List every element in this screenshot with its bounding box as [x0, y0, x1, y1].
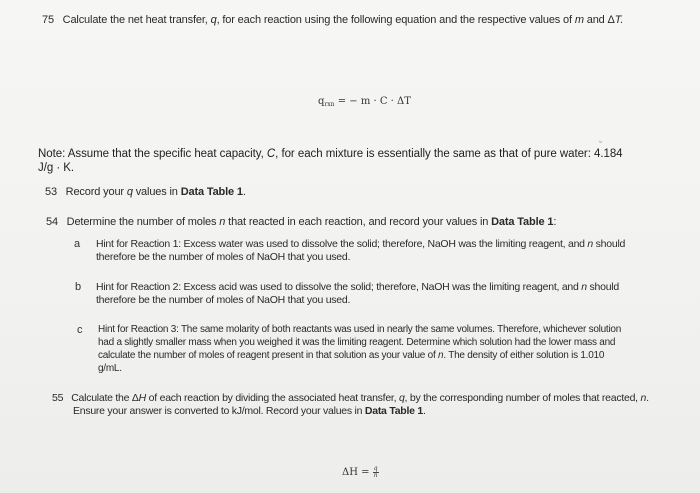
- question-55-text-c: , by the corresponding number of moles that reacted,: [404, 392, 641, 404]
- enthalpy-fraction: [373, 466, 379, 479]
- hint-c-text-a: calculate the number of moles of reagent present in that solution as your value of: [98, 350, 439, 361]
- question-75-m-var: m: [574, 14, 584, 26]
- question-75: [42, 14, 623, 26]
- question-53-text-b: values in: [132, 186, 181, 198]
- question-54: [46, 216, 556, 228]
- question-55-text-f: .: [422, 405, 426, 417]
- enthalpy-fraction-numerator: q: [373, 465, 378, 472]
- note-line-2: J/g · K.: [38, 162, 75, 174]
- pen-mark: ˇ: [599, 140, 602, 150]
- note-text-b: , for each mixture is essentially the same as that of pure water: 4.184: [275, 148, 623, 160]
- hint-b-text-b: should: [586, 281, 619, 293]
- question-55-line-2: [73, 405, 426, 417]
- question-54-table: Data Table 1: [491, 216, 554, 228]
- note-line-1: [38, 148, 623, 160]
- question-53: [45, 186, 246, 198]
- hint-a-n-var: n: [587, 238, 594, 250]
- question-55-text-d: .: [646, 392, 649, 404]
- question-75-t-var: T.: [614, 14, 624, 26]
- question-55-text-a: Calculate the Δ: [71, 392, 139, 404]
- question-75-q-var: q: [210, 14, 217, 26]
- question-54-text-a: Determine the number of moles: [66, 216, 220, 228]
- question-54-text-c: :: [553, 216, 557, 228]
- hint-a-line-1: [96, 238, 625, 250]
- question-55-h-var: H: [138, 392, 147, 404]
- question-75-text-c: and Δ: [583, 14, 615, 26]
- hint-b-text-a: Hint for Reaction 2: Excess acid was used to dissolve the solid; therefore, NaOH was the limiting reagent, and: [96, 281, 582, 293]
- question-55-line-1: [52, 392, 649, 404]
- hint-b-line-2: therefore be the number of moles of NaOH that you used.: [96, 294, 351, 306]
- heat-transfer-equation: [318, 96, 411, 108]
- hint-c-n-var: n: [438, 350, 444, 361]
- question-54-number: 54: [46, 216, 58, 228]
- hint-b-letter: b: [75, 281, 82, 293]
- question-55-text-b: of each reaction by dividing the associated heat transfer,: [146, 392, 399, 404]
- note-c-var: C: [266, 148, 276, 160]
- hint-a-text-b: should: [593, 238, 626, 250]
- hint-c-text-b: . The density of either solution is 1.010: [443, 350, 605, 361]
- question-53-table: Data Table 1: [180, 186, 243, 198]
- hint-c-line-3: [98, 350, 604, 361]
- question-75-text-a: Calculate the net heat transfer,: [62, 14, 211, 26]
- question-55-text-e: Ensure your answer is converted to kJ/mol. Record your values in: [73, 405, 365, 417]
- question-75-number: 75: [42, 14, 54, 26]
- hint-b-n-var: n: [581, 281, 587, 293]
- question-55-n-var: n: [640, 392, 647, 404]
- question-53-text-a: Record your: [65, 186, 127, 198]
- hint-c-line-1: Hint for Reaction 3: The same molarity of both reactants was used in nearly the same volumes. Therefore, whichever solution: [98, 324, 622, 335]
- equation-rhs: = − m · C · ΔT: [337, 96, 411, 107]
- question-54-n-var: n: [219, 216, 226, 228]
- question-53-text-c: .: [242, 186, 246, 198]
- equation-lhs: q: [318, 96, 325, 107]
- question-55-q-var: q: [398, 392, 405, 404]
- enthalpy-fraction-denominator: n: [373, 472, 378, 479]
- note-text-a: Note: Assume that the specific heat capacity,: [38, 148, 267, 160]
- hint-c-letter: c: [77, 324, 83, 336]
- hint-a-letter: a: [74, 238, 81, 250]
- hint-a-line-2: therefore be the number of moles of NaOH that you used.: [96, 251, 351, 263]
- question-53-number: 53: [45, 186, 57, 198]
- equation-lhs-subscript: rxn: [324, 101, 335, 108]
- question-55-number: 55: [52, 392, 64, 404]
- question-54-text-b: that reacted in each reaction, and record your values in: [225, 216, 492, 228]
- hint-c-line-4: g/mL.: [98, 363, 122, 374]
- question-75-text-b: , for each reaction using the following equation and the respective values of: [216, 14, 575, 26]
- enthalpy-equation-lhs: ΔH =: [342, 467, 370, 478]
- question-55-table: Data Table 1: [364, 405, 423, 417]
- hint-b-line-1: [96, 281, 619, 293]
- enthalpy-equation: [342, 466, 379, 479]
- question-53-q-var: q: [126, 186, 133, 198]
- hint-a-text-a: Hint for Reaction 1: Excess water was used to dissolve the solid; therefore, NaOH was the limiting reagent, and: [96, 238, 588, 250]
- hint-c-line-2: had a slightly smaller mass when you weighed it was the limiting reagent. Determine which solution had the lower mass and: [98, 337, 616, 348]
